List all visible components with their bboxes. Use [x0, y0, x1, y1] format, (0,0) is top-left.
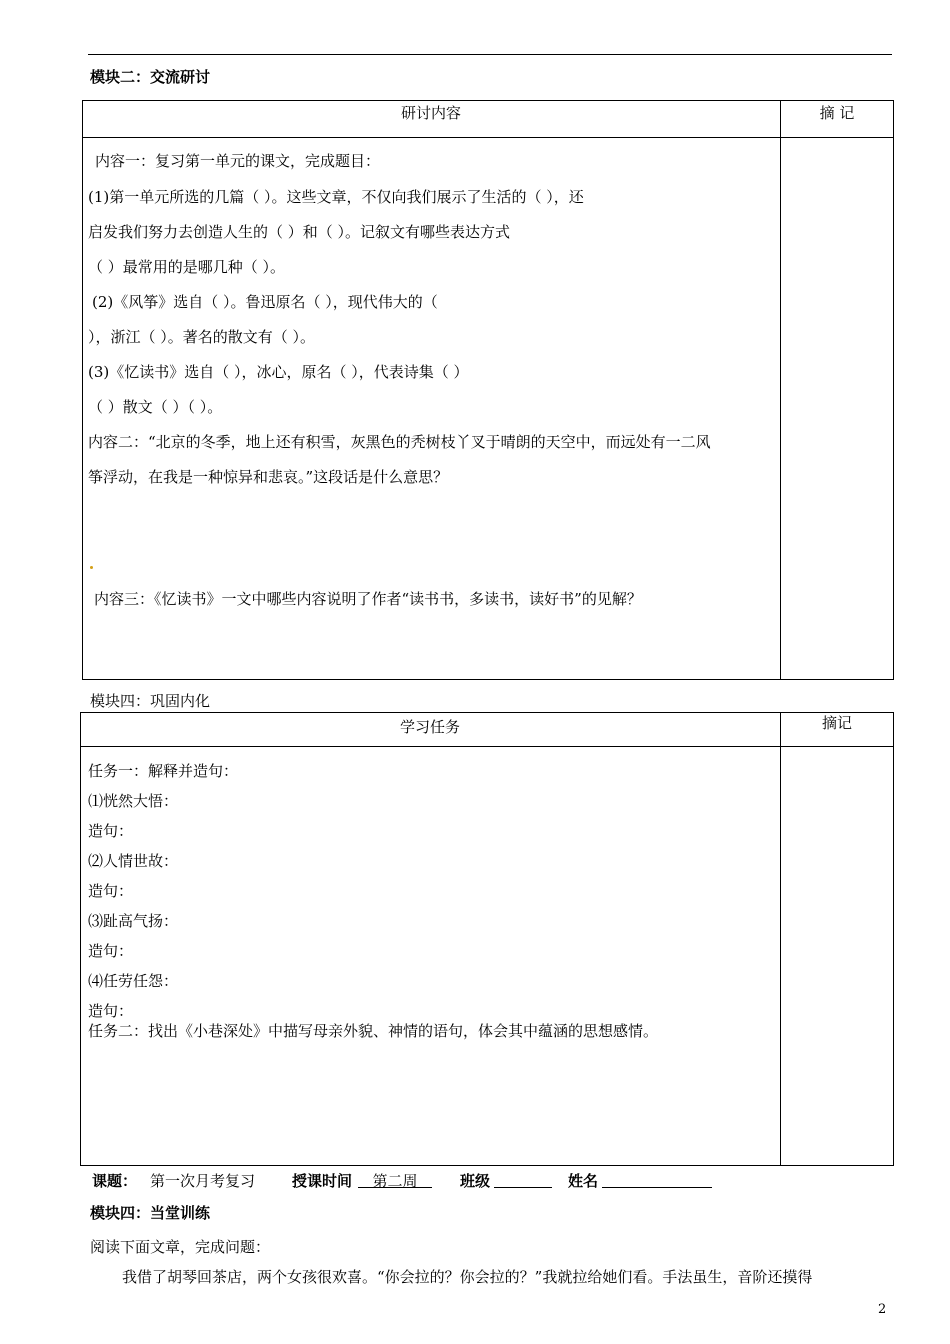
content2-line: 内容二：“北京的冬季，地上还有积雪，灰黑色的秃树枝丫叉于晴朗的天空中，而远处有一二风 — [88, 433, 711, 451]
content1-line: (2)《风筝》选自（ ）。鲁迅原名（ ），现代伟大的（ — [92, 293, 438, 311]
time-value: 第二周 — [358, 1170, 432, 1188]
task1-item: ⑶趾高气扬： — [88, 912, 179, 930]
page-number: 2 — [878, 1302, 887, 1317]
time-label: 授课时间 — [292, 1172, 353, 1190]
content1-line: (1)第一单元所选的几篇（ ）。这些文章，不仅向我们展示了生活的（ ），还 — [88, 188, 584, 206]
content1-line: （ ）最常用的是哪几种（ ）。 — [88, 258, 286, 276]
task1-title: 任务一：解释并造句： — [88, 762, 239, 780]
reading-intro: 阅读下面文章，完成问题： — [90, 1238, 271, 1256]
module2-title: 模块二：交流研讨 — [90, 68, 211, 86]
module4b-title: 模块四：当堂训练 — [90, 1204, 211, 1222]
task1-item: 造句： — [88, 1002, 134, 1020]
content1-line: 启发我们努力去创造人生的（ ）和（ ）。记叙文有哪些表达方式 — [88, 223, 511, 241]
passage-line: 我借了胡琴回茶店，两个女孩很欢喜。“你会拉的？你会拉的？”我就拉给她们看。手法虽生，音阶还摸得 — [122, 1268, 813, 1286]
content2-line: 筝浮动，在我是一种惊异和悲哀。”这段话是什么意思？ — [88, 468, 449, 486]
task1-item: ⑴恍然大悟： — [88, 792, 179, 810]
table1-header-rule — [82, 137, 894, 138]
task1-item: 造句： — [88, 882, 134, 900]
mark-dot — [90, 566, 93, 569]
content3: 内容三：《忆读书》一文中哪些内容说明了作者“读书书，多读书，读好书”的见解？ — [94, 590, 642, 608]
col-notes-header-2: 摘记 — [822, 714, 853, 732]
content1-line: ），浙江（ ）。著名的散文有（ ）。 — [88, 328, 316, 346]
content1-title: 内容一：复习第一单元的课文，完成题目： — [95, 152, 381, 170]
table2-divider — [780, 712, 781, 1166]
col-task-header: 学习任务 — [399, 718, 460, 736]
task1-item: ⑵人情世故： — [88, 852, 179, 870]
topic-value: 第一次月考复习 — [150, 1172, 256, 1190]
top-rule — [88, 54, 892, 55]
name-blank — [602, 1170, 712, 1188]
name-label: 姓名 — [568, 1172, 599, 1190]
topic-label: 课题： — [92, 1172, 138, 1190]
task2: 任务二：找出《小巷深处》中描写母亲外貌、神情的语句，体会其中蕴涵的思想感情。 — [88, 1022, 659, 1040]
table2-header-rule — [80, 746, 894, 747]
class-blank — [494, 1170, 552, 1188]
module4a-title: 模块四：巩固内化 — [90, 692, 211, 710]
task1-item: 造句： — [88, 822, 134, 840]
task1-item: ⑷任劳任怨： — [88, 972, 179, 990]
content1-line: (3)《忆读书》选自（ ），冰心，原名（ ），代表诗集（ ） — [88, 363, 469, 381]
col-notes-header: 摘 记 — [819, 104, 855, 122]
table1-divider — [780, 100, 781, 680]
class-label: 班级 — [460, 1172, 491, 1190]
content1-line: （ ）散文（ ）（ ）。 — [88, 398, 223, 416]
task1-item: 造句： — [88, 942, 134, 960]
col-content-header: 研讨内容 — [400, 104, 461, 122]
